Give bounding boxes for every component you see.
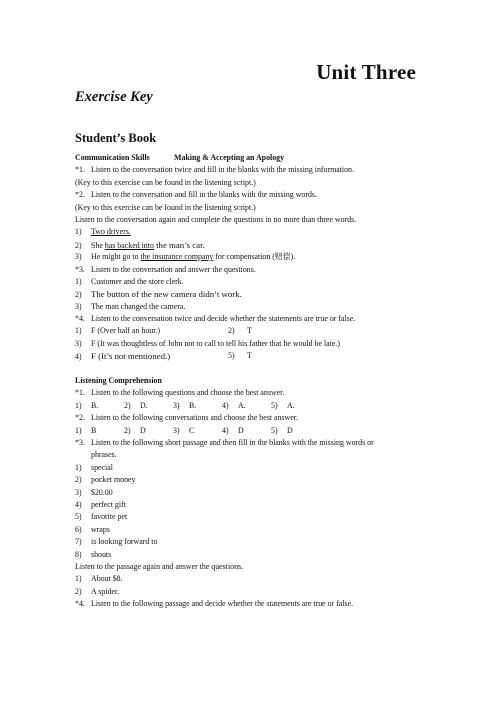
word-item	[75, 499, 421, 511]
answer-text: T	[247, 351, 252, 361]
answer-body	[75, 152, 421, 610]
instruction: Listen to the conversation twice and decide whether the statements are true or false.	[91, 314, 356, 324]
comm-ex1-note: (Key to this exercise can be found in the listening script.)	[75, 177, 256, 187]
item-number: 5)	[271, 400, 278, 410]
item-number: 4)	[75, 352, 82, 362]
item-number: 1)	[75, 425, 82, 435]
answer-text: for compensation (赔偿).	[213, 252, 296, 262]
students-book-heading: Student’s Book	[75, 131, 157, 145]
item-number: *3.	[75, 437, 85, 447]
item-number: *2.	[75, 413, 85, 423]
word-item	[75, 511, 421, 523]
answer-text: He might go to	[91, 252, 141, 262]
choice-answer: D.	[140, 400, 148, 410]
comm-subheading: Making & Accepting an Apology	[174, 153, 285, 162]
word-answer: perfect gift	[91, 499, 126, 509]
answer-text: F (Over half an hour.)	[91, 326, 161, 336]
comm-c4-c5	[75, 350, 421, 362]
item-number: 1)	[75, 326, 82, 336]
item-number: *4.	[75, 599, 85, 609]
item-number: 3)	[75, 487, 82, 497]
word-answer: special	[91, 462, 113, 472]
comm-b1	[75, 276, 421, 288]
word-item	[75, 462, 421, 474]
instruction: Listen to the conversation and answer the questions.	[91, 264, 256, 274]
listening-row2	[75, 425, 421, 437]
item-number: 2)	[228, 326, 235, 336]
item-number: 1)	[75, 400, 82, 410]
answer-text: The man changed the camera.	[91, 301, 186, 311]
answer-text: A spider.	[91, 586, 120, 596]
unit-title: Unit Three	[316, 60, 416, 84]
answer-underlined: the insurance company	[140, 252, 214, 262]
instruction: Listen to the following short passage and then fill in the blanks with the missing words or	[91, 437, 374, 447]
comm-c1-c2	[75, 325, 421, 337]
answer-text: F (It’s not mentioned.)	[91, 351, 171, 362]
item-number: 3)	[173, 425, 180, 435]
word-answer: $20.00	[91, 487, 113, 497]
word-answer: pocket money	[91, 475, 136, 485]
item-number: *1.	[75, 165, 85, 175]
word-item	[75, 487, 421, 499]
comm-ex2-note: (Key to this exercise can be found in the listening script.)	[75, 202, 256, 212]
item-number: 2)	[75, 240, 82, 250]
passage-again: Listen to the passage again and answer the questions.	[75, 561, 244, 571]
comm-listen-again: Listen to the conversation again and complete the questions in no more than three words.	[75, 214, 357, 224]
comm-ex3	[75, 264, 421, 276]
word-item	[75, 549, 421, 561]
item-number: 3)	[75, 338, 82, 348]
listening-ex2	[75, 412, 421, 424]
choice-answer: B.	[189, 400, 197, 410]
item-number: *2.	[75, 190, 85, 200]
comm-b2	[75, 288, 421, 300]
instruction: Listen to the following questions and choose the best answer.	[91, 388, 285, 398]
comm-c3	[75, 338, 421, 350]
item-number: 3)	[75, 301, 82, 311]
comm-heading-line	[75, 152, 421, 164]
answer-text: Two drivers.	[91, 227, 131, 237]
item-number: 8)	[75, 549, 82, 559]
choice-answer: A.	[238, 400, 246, 410]
answer-text: About $8.	[91, 574, 123, 584]
item-number: 4)	[75, 499, 82, 509]
choice-answer: A.	[287, 400, 295, 410]
listening-heading: Listening Comprehension	[75, 376, 162, 386]
choice-answer: D	[238, 425, 244, 435]
item-number: 5)	[228, 351, 235, 361]
comm-answer-2	[75, 239, 421, 251]
item-number: 5)	[75, 512, 82, 522]
item-number: 4)	[222, 425, 229, 435]
comm-b3	[75, 301, 421, 313]
answer-underlined: has backed into	[104, 240, 154, 250]
answer-text: The button of the new camera didn’t work.	[91, 289, 242, 300]
word-answer: favorite pet	[91, 512, 128, 522]
listening-row1	[75, 400, 421, 412]
item-number: 4)	[222, 400, 229, 410]
choice-answer: D	[140, 425, 146, 435]
item-number: 6)	[75, 524, 82, 534]
item-number: 7)	[75, 537, 82, 547]
item-number: 2)	[75, 475, 82, 485]
answer-text: She	[91, 240, 105, 250]
word-item	[75, 536, 421, 548]
word-answer: wraps	[91, 524, 110, 534]
comm-answer-3	[75, 251, 421, 263]
instruction: Listen to the following passage and decide whether the statements are true or false.	[91, 599, 354, 609]
comm-answer-1	[75, 226, 421, 238]
choice-answer: B.	[91, 400, 99, 410]
item-number: *1.	[75, 388, 85, 398]
passage-q2	[75, 586, 421, 598]
item-number: *3.	[75, 264, 85, 274]
instruction: Listen to the conversation and fill in the blanks with the missing words.	[91, 190, 317, 200]
answer-text: Customer and the store clerk.	[91, 276, 184, 286]
item-number: 1)	[75, 276, 82, 286]
comm-ex4	[75, 313, 421, 325]
answer-text: T	[247, 326, 252, 336]
item-number: 1)	[75, 227, 82, 237]
item-number: 2)	[75, 586, 82, 596]
listening-ex3-cont: phrases.	[91, 450, 117, 460]
item-number: 2)	[124, 425, 131, 435]
listening-ex1	[75, 387, 421, 399]
item-number: 2)	[124, 400, 131, 410]
item-number: *4.	[75, 314, 85, 324]
item-number: 5)	[271, 425, 278, 435]
item-number: 3)	[173, 400, 180, 410]
listening-ex3	[75, 437, 421, 449]
exercise-key-heading: Exercise Key	[75, 89, 153, 105]
comm-heading: Communication Skills	[75, 153, 150, 162]
choice-answer: C	[189, 425, 195, 435]
word-answer: shouts	[91, 549, 112, 559]
instruction: Listen to the conversation twice and fill in the blanks with the missing information.	[91, 165, 354, 175]
item-number: 1)	[75, 462, 82, 472]
passage-q1	[75, 573, 421, 585]
comm-ex2	[75, 189, 421, 201]
answer-text: the man’s car.	[153, 239, 205, 250]
choice-answer: B	[91, 425, 97, 435]
item-number: 3)	[75, 252, 82, 262]
listening-ex4	[75, 598, 421, 610]
instruction: Listen to the following conversations and choose the best answer.	[91, 413, 298, 423]
choice-answer: D	[287, 425, 293, 435]
comm-ex1	[75, 164, 421, 176]
item-number: 2)	[75, 290, 82, 300]
word-item	[75, 524, 421, 536]
answer-text: F (It was thoughtless of John not to call to tell his father that he would be late.)	[91, 338, 340, 348]
item-number: 1)	[75, 574, 82, 584]
word-item	[75, 474, 421, 486]
word-answer: is looking forward to	[91, 537, 158, 547]
